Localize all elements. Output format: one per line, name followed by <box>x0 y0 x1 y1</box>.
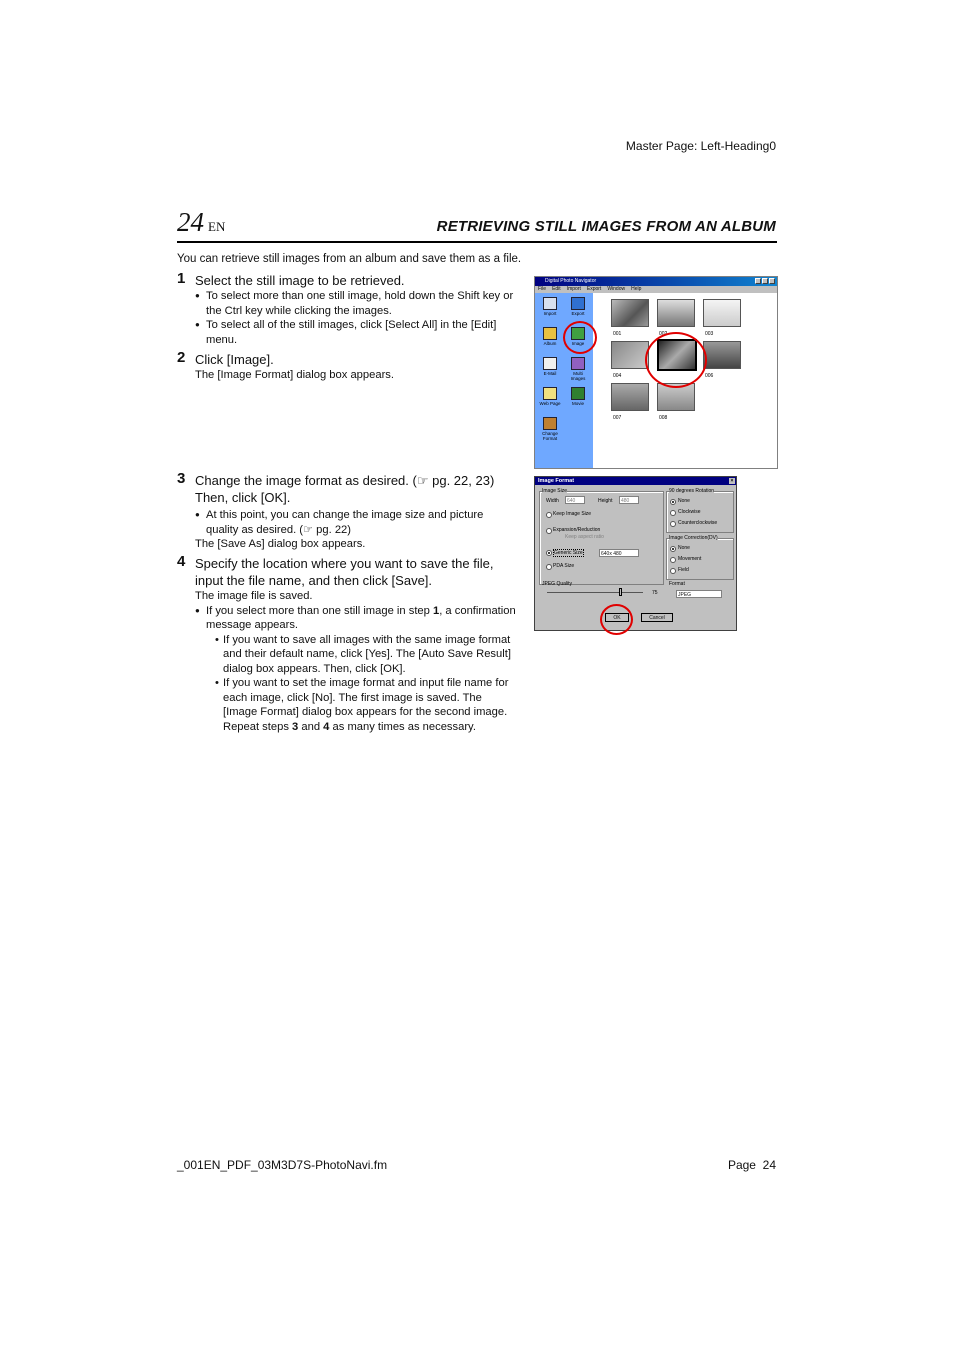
window-title-bar <box>535 277 777 286</box>
step-number: 4 <box>177 553 186 570</box>
sidebar-label-album: Album <box>543 341 557 346</box>
page-lang: EN <box>208 219 226 234</box>
step-text-a: Change the image format as desired. ( <box>195 473 417 488</box>
thumbnail-label: 002 <box>659 331 668 337</box>
thumbnail-label: 008 <box>659 415 668 421</box>
sub-bullet: • If you want to save all images with the same image format and their default name, click [Yes]. The [Auto Save Result] dialog box appears. Then, click [OK]. <box>215 633 517 677</box>
step-3 <box>177 472 517 552</box>
rotation-ccw-label: Counterclockwise <box>678 520 718 526</box>
bullet-text-b: pg. 22) <box>313 523 351 536</box>
step-ref: 3 <box>292 720 299 733</box>
sub-bullet-text-b: as many times as necessary. <box>329 720 476 733</box>
intro-text: You can retrieve still images from an album and save them as a file. <box>177 253 522 265</box>
step-note: The [Image Format] dialog box appears. <box>195 369 394 381</box>
bullet: ● To select more than one still image, hold down the Shift key or the Ctrl key while clicking the images. <box>195 289 517 318</box>
web-page-icon[interactable] <box>543 387 557 400</box>
ok-button[interactable]: OK <box>605 613 629 622</box>
bullet-text-a: If you select more than one still image in step <box>206 604 433 617</box>
sidebar-label-import: Import <box>543 311 557 316</box>
step-number: 3 <box>177 470 186 487</box>
thumbnail-label: 006 <box>705 373 714 379</box>
photo-navigator-screenshot <box>534 276 778 469</box>
dialog-title-bar <box>535 477 736 485</box>
thumbnail-label: 001 <box>613 331 622 337</box>
thumbnail[interactable] <box>611 299 649 327</box>
pointing-hand-icon: ☞ <box>416 473 429 488</box>
bullet-text-b: , a confirmation message appears. <box>206 604 516 631</box>
ok-button-highlight <box>600 604 633 635</box>
step-text <box>195 472 517 506</box>
width-label: Width <box>546 498 559 504</box>
selected-image-highlight <box>645 332 707 388</box>
image-size-label: Image Size <box>542 488 568 494</box>
step-ref: 4 <box>323 720 330 733</box>
format-label: Format <box>669 581 685 587</box>
menu-window[interactable]: Window <box>607 286 626 292</box>
sidebar-label-export: Export <box>571 311 585 316</box>
master-page-label: Master Page: Left-Heading0 <box>625 139 776 153</box>
step-4 <box>177 555 517 734</box>
generic-size-radio[interactable] <box>546 550 552 556</box>
maximize-icon[interactable] <box>762 278 768 284</box>
correction-none-radio[interactable] <box>670 546 676 552</box>
correction-none-label: None <box>678 545 690 551</box>
window-controls <box>755 278 775 284</box>
step-number: 1 <box>177 270 186 287</box>
thumbnail-label: 004 <box>613 373 622 379</box>
correction-label: Image Correction(DV) <box>669 535 718 541</box>
step-ref: 1 <box>432 604 440 617</box>
width-field[interactable]: 640 <box>565 496 585 504</box>
quality-slider-thumb[interactable] <box>619 588 622 596</box>
keep-ratio-label: Keep aspect ratio <box>565 534 604 540</box>
footer-page-label: Page <box>727 1158 756 1172</box>
step-text: Select the still image to be retrieved. <box>195 273 405 288</box>
rotation-none-radio[interactable] <box>670 499 676 505</box>
generic-size-select[interactable]: 640x 480 <box>599 549 639 557</box>
menu-bar <box>535 286 777 293</box>
bullet: ● To select all of the still images, click [Select All] in the [Edit] menu. <box>195 318 517 347</box>
menu-help[interactable]: Help <box>631 286 642 292</box>
expansion-label: Expansion/Reduction <box>553 527 601 533</box>
jpeg-quality-label: JPEG Quality <box>542 581 573 587</box>
sidebar-label-movie: Movie <box>571 401 584 406</box>
email-icon[interactable] <box>543 357 557 370</box>
generic-size-label: Generic Size <box>554 550 583 556</box>
menu-edit[interactable]: Edit <box>552 286 561 292</box>
keep-size-label: Keep Image Size <box>553 511 592 517</box>
rotation-label: 90 degrees Rotation <box>669 488 715 494</box>
step-1 <box>177 272 517 347</box>
bullet-text-a: At this point, you can change the image size and picture quality as desired. ( <box>206 509 484 536</box>
correction-movement-label: Movement <box>678 556 702 562</box>
thumbnail-label: 003 <box>705 331 714 337</box>
thumbnail[interactable] <box>703 299 741 327</box>
correction-field-radio[interactable] <box>670 568 676 574</box>
menu-export[interactable]: Export <box>586 286 602 292</box>
rotation-none-label: None <box>678 498 690 504</box>
expansion-radio[interactable] <box>546 528 552 534</box>
change-format-icon[interactable] <box>543 417 557 430</box>
close-icon[interactable]: × <box>730 478 734 484</box>
height-field[interactable]: 480 <box>619 496 639 504</box>
step-note: The [Save As] dialog box appears. <box>195 538 366 550</box>
sub-bullet <box>215 676 517 734</box>
format-select[interactable]: JPEG <box>676 590 722 598</box>
footer-page-number: 24 <box>762 1158 776 1172</box>
function-sidebar <box>535 293 593 468</box>
pointing-hand-icon: ☞ <box>303 523 314 536</box>
step-number: 2 <box>177 349 186 366</box>
minimize-icon[interactable] <box>755 278 761 284</box>
sidebar-label-change-format: Change Format <box>542 431 558 441</box>
heading-rule <box>177 241 777 243</box>
bullet <box>195 508 517 537</box>
image-format-dialog <box>534 476 737 631</box>
image-button-highlight <box>563 321 597 354</box>
rotation-clockwise-label: Clockwise <box>678 509 701 515</box>
sidebar-label-image: Image <box>571 341 585 346</box>
menu-import[interactable]: Import <box>566 286 581 292</box>
close-icon[interactable] <box>769 278 775 284</box>
step-text-b: pg. 22, 23) Then, click [OK]. <box>195 473 495 505</box>
quality-slider[interactable] <box>547 592 643 593</box>
thumbnail[interactable] <box>611 341 649 369</box>
sub-bullet-text-mid: and <box>298 720 324 733</box>
height-label: Height <box>598 498 613 504</box>
thumbnail[interactable] <box>611 383 649 411</box>
dialog-title: Image Format <box>538 478 575 484</box>
thumbnail[interactable] <box>703 341 741 369</box>
step-2 <box>177 351 517 383</box>
import-icon[interactable] <box>543 297 557 310</box>
correction-movement-radio[interactable] <box>670 557 676 563</box>
page-number <box>177 207 225 238</box>
step-text: Click [Image]. <box>195 352 274 367</box>
quality-value: 75 <box>652 590 658 596</box>
step-note: The image file is saved. <box>195 590 313 602</box>
window-title: Digital Photo Navigator <box>545 278 597 284</box>
sidebar-label-email: E-Mail <box>543 371 557 376</box>
sub-bullet-text-a: If you want to set the image format and input file name for each image, click [No]. The first image is saved. The [Image Format] dialog box appears for the second image. Repeat steps <box>223 677 509 733</box>
footer-filename: _001EN_PDF_03M3D7S-PhotoNavi.fm <box>177 1158 388 1172</box>
step-text: Specify the location where you want to save the file, input the file name, and then click [Save]. <box>195 556 494 588</box>
pda-size-label: PDA Size <box>553 563 575 569</box>
rotation-clockwise-radio[interactable] <box>670 510 676 516</box>
section-title: RETRIEVING STILL IMAGES FROM AN ALBUM <box>436 218 776 235</box>
rotation-ccw-radio[interactable] <box>670 521 676 527</box>
album-icon[interactable] <box>543 327 557 340</box>
movie-icon[interactable] <box>571 387 585 400</box>
menu-file[interactable]: File <box>538 286 547 292</box>
cancel-button[interactable]: Cancel <box>641 613 673 622</box>
multi-images-icon[interactable] <box>571 357 585 370</box>
sidebar-label-multi-images: Multi Images <box>570 371 586 381</box>
footer-page <box>728 1158 776 1172</box>
bullet <box>195 604 517 633</box>
thumbnail-label: 005 <box>659 373 668 379</box>
pda-size-radio[interactable] <box>546 564 552 570</box>
thumbnail[interactable] <box>657 299 695 327</box>
thumbnail-label: 007 <box>613 415 622 421</box>
page-number-value: 24 <box>177 207 204 237</box>
sidebar-label-web-page: Web Page <box>539 401 561 406</box>
correction-field-label: Field <box>678 567 689 573</box>
export-icon[interactable] <box>571 297 585 310</box>
keep-size-radio[interactable] <box>546 512 552 518</box>
